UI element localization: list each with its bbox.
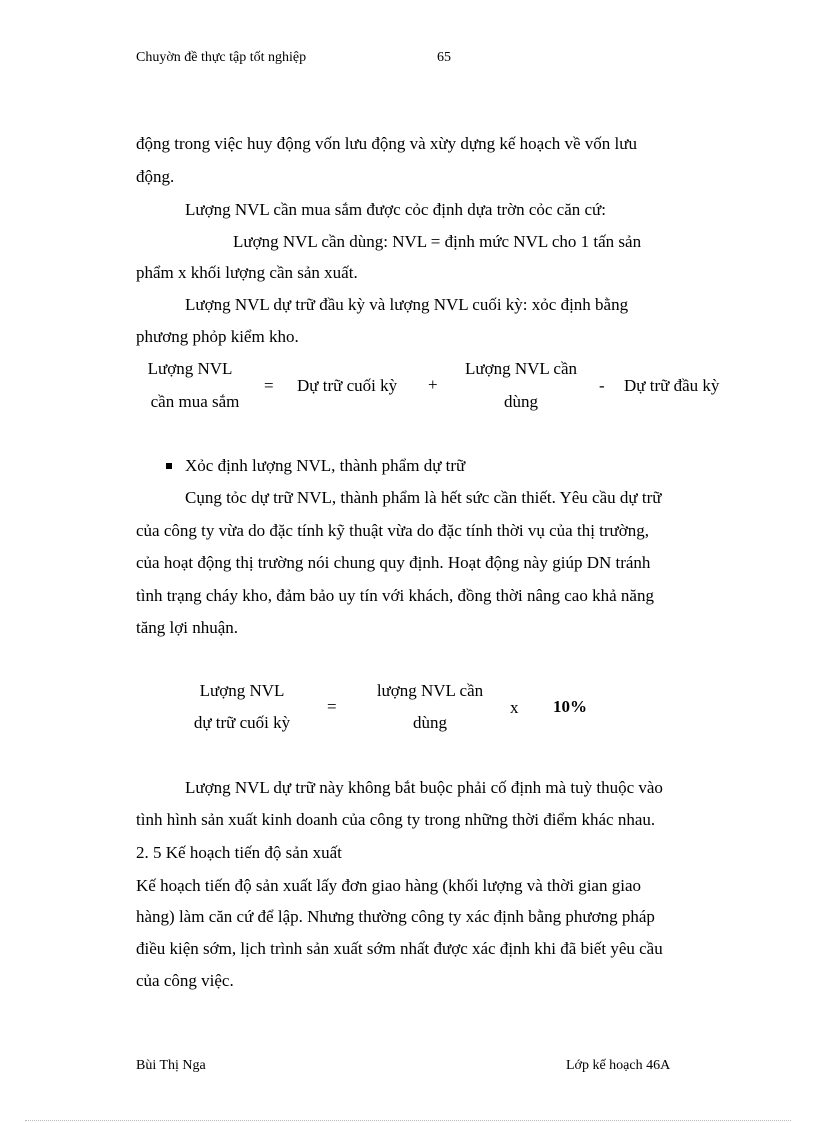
formula1-lhs-top: Lượng NVL	[147, 359, 233, 378]
formula2-lhs-top: Lượng NVL	[199, 681, 285, 700]
formula1-term-usage-top: Lượng NVL cần	[465, 359, 577, 378]
para4-line1: Lượng NVL dự trữ đầu kỳ và lượng NVL cuối kỳ: xỏc định bằng	[185, 295, 629, 314]
formula2-rhs-top: lượng NVL cần	[376, 681, 484, 700]
para6-line1: Lượng NVL dự trữ này không bắt buộc phải cố định mà tuỳ thuộc vào	[185, 778, 663, 797]
para7-line4: của công việc.	[136, 971, 234, 990]
para6-line2: tình hình sản xuất kinh doanh của công ty trong những thời điểm khác nhau.	[136, 810, 656, 829]
formula1-term-ending-stock: Dự trữ cuối kỳ	[297, 376, 398, 395]
para3-line1: Lượng NVL cần dùng: NVL = định mức NVL cho 1 tấn sản	[233, 232, 642, 251]
formula1-equals: =	[264, 376, 274, 395]
formula1-minus: -	[599, 376, 605, 395]
para7-line3: điều kiện sớm, lịch trình sản xuất sớm nhất được xác định khi đã biết yêu cầu	[136, 939, 663, 958]
para5-line1: Cụng tỏc dự trữ NVL, thành phẩm là hết sức cần thiết. Yêu cầu dự trữ	[185, 488, 662, 507]
footer-class: Lớp kế hoạch 46A	[566, 1058, 671, 1073]
para2: Lượng NVL cần mua sắm được cỏc định dựa trờn cỏc căn cứ:	[185, 200, 606, 219]
para3-line2: phẩm x khối lượng cần sản xuất.	[136, 263, 358, 282]
header-title: Chuyờn đề thực tập tốt nghiệp	[136, 50, 307, 65]
para1-line2: động.	[136, 167, 175, 186]
formula1-plus: +	[428, 375, 438, 394]
formula2-times: x	[510, 698, 519, 717]
formula1-term-usage-bottom: dùng	[504, 392, 538, 411]
formula2-equals: =	[327, 697, 337, 716]
page-edge-divider	[25, 1120, 791, 1121]
para4-line2: phương phỏp kiểm kho.	[136, 327, 299, 346]
bullet-icon	[166, 463, 172, 469]
formula2-percent: 10%	[553, 697, 587, 716]
para7-line2: hàng) làm căn cứ để lập. Nhưng thường công ty xác định bằng phương pháp	[136, 907, 655, 926]
para5-line3: của hoạt động thị trường nói chung quy định. Hoạt động này giúp DN tránh	[136, 553, 651, 572]
bullet-heading: Xỏc định lượng NVL, thành phẩm dự trữ	[185, 456, 466, 475]
page-number: 65	[437, 50, 451, 65]
formula2-lhs-bottom: dự trữ cuối kỳ	[193, 713, 291, 732]
para5-line5: tăng lợi nhuận.	[136, 618, 238, 637]
footer-author: Bùi Thị Nga	[136, 1058, 206, 1073]
para5-line2: của công ty vừa do đặc tính kỹ thuật vừa do đặc tính thời vụ của thị trường,	[136, 521, 650, 540]
para7-line1: Kế hoạch tiến độ sản xuất lấy đơn giao hàng (khối lượng và thời gian giao	[136, 876, 641, 895]
para5-line4: tình trạng cháy kho, đảm bảo uy tín với khách, đồng thời nâng cao khả năng	[136, 586, 654, 605]
para1-line1: động trong việc huy động vốn lưu động và xừy dựng kế hoạch về vốn lưu	[136, 134, 637, 153]
formula1-term-opening-stock: Dự trữ đầu kỳ	[624, 376, 720, 395]
formula2-rhs-bottom: dùng	[413, 713, 447, 732]
section-heading: 2. 5 Kế hoạch tiến độ sản xuất	[136, 843, 342, 862]
formula1-lhs-bottom: cần mua sắm	[150, 392, 240, 411]
